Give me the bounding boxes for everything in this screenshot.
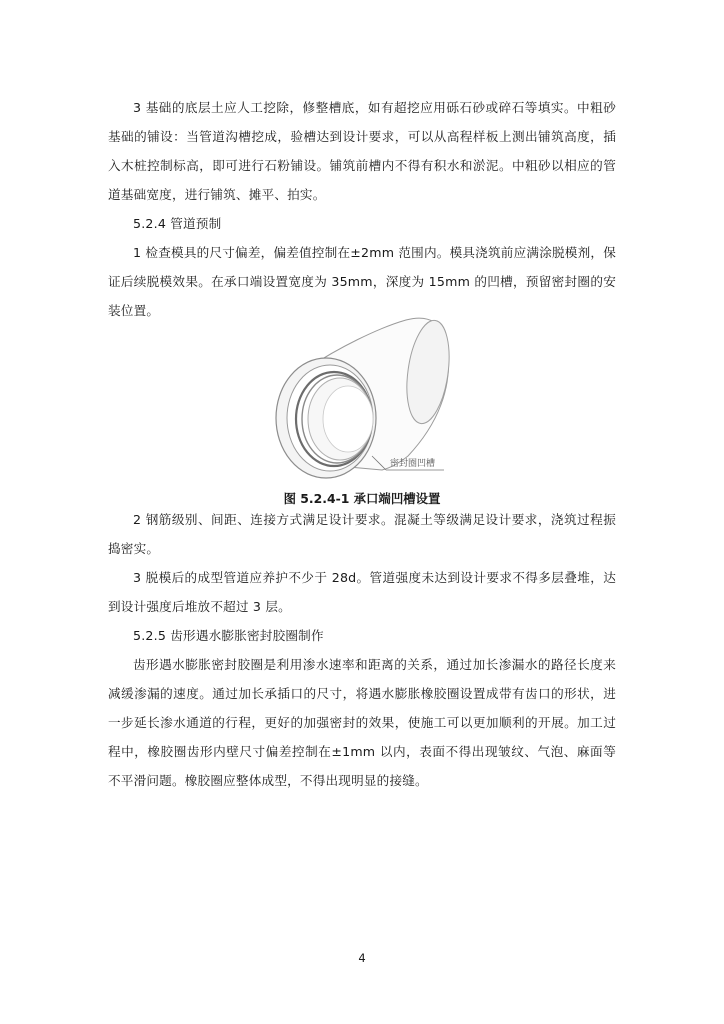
paragraph-rebar: 2 钢筋级别、间距、连接方式满足设计要求。混凝土等级满足设计要求，浇筑过程振捣密实。 bbox=[108, 512, 616, 556]
text-block-bottom bbox=[108, 505, 616, 795]
paragraph-seal-ring: 齿形遇水膨胀密封胶圈是利用渗水速率和距离的关系，通过加长渗漏水的路径长度来减缓渗漏的速度。通过加长承插口的尺寸，将遇水膨胀橡胶圈设置成带有齿口的形状，进一步延长渗水通道的行程，更好的加强密封的效果，使施工可以更加顺利的开展。加工过程中，橡胶圈齿形内壁尺寸偏差控制在±1mm 以内，表面不得出现皱纹、气泡、麻面等不平滑问题。橡胶圈应整体成型，不得出现明显的接缝。 bbox=[108, 657, 616, 788]
page-number: 4 bbox=[358, 951, 366, 965]
paragraph-foundation: 3 基础的底层土应人工挖除，修整槽底，如有超挖应用砾石砂或碎石等填实。中粗砂基础的铺设：当管道沟槽挖成，验槽达到设计要求，可以从高程样板上测出铺筑高度，插入木桩控制标高，即可进行石粉铺设。铺筑前槽内不得有积水和淤泥。中粗砂以相应的管道基础宽度，进行铺筑、摊平、拍实。 bbox=[108, 100, 616, 202]
section-heading-5-2-5: 5.2.5 齿形遇水膨胀密封胶圈制作 bbox=[133, 628, 324, 643]
socket-groove-figure bbox=[268, 306, 468, 482]
text-block-top bbox=[108, 93, 616, 325]
paragraph-mold-check: 1 检查模具的尺寸偏差，偏差值控制在±2mm 范围内。模具浇筑前应满涂脱模剂，保证后续脱模效果。在承口端设置宽度为 35mm，深度为 15mm 的凹槽，预留密封圈的安装位置。 bbox=[108, 245, 616, 318]
paragraph-curing: 3 脱模后的成型管道应养护不少于 28d。管道强度未达到设计要求不得多层叠堆，达到设计强度后堆放不超过 3 层。 bbox=[108, 570, 616, 614]
section-heading-5-2-4: 5.2.4 管道预制 bbox=[133, 216, 222, 231]
pipe-socket-drawing bbox=[268, 306, 468, 482]
groove-callout-label: 密封圈凹槽 bbox=[390, 459, 436, 469]
figure-caption: 图 5.2.4-1 承口端凹槽设置 bbox=[283, 491, 441, 506]
